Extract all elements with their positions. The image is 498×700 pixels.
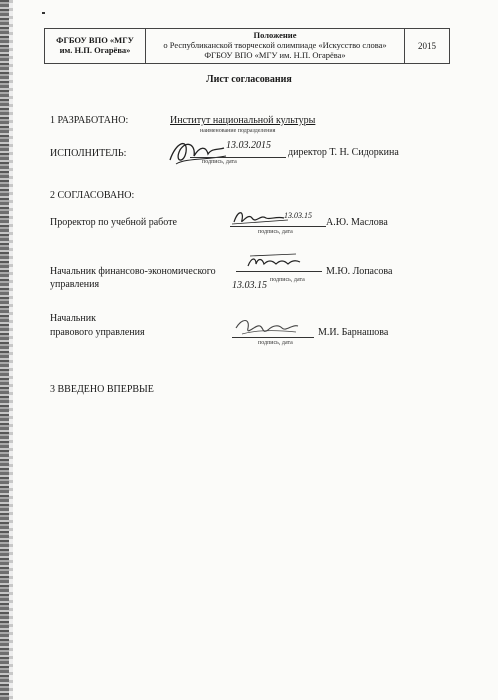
approver3-sign-line (232, 337, 314, 338)
page-title: Лист согласования (206, 74, 292, 85)
header-doc (146, 29, 405, 64)
header-doc-title-line2: ФГБОУ ВПО «МГУ им. Н.П. Огарёва» (204, 49, 346, 60)
approver1-name: А.Ю. Маслова (326, 217, 388, 228)
header-year: 2015 (405, 29, 450, 64)
header-org (45, 29, 146, 64)
scan-edge-shadow (9, 0, 13, 700)
approver2-name: М.Ю. Лопасова (326, 266, 393, 277)
header-org-line2: им. Н.П. Огарёва» (59, 45, 131, 55)
section1-unit-caption: наименование подразделения (200, 128, 276, 134)
scan-speck (42, 12, 45, 14)
header-table (44, 28, 450, 64)
executor-caption: подпись, дата (202, 159, 237, 165)
approver2-caption: подпись, дата (270, 277, 305, 283)
section1-unit: Институт национальной культуры (170, 115, 316, 126)
approver1-date: 13.03.15 (284, 211, 312, 220)
section1-label: 1 РАЗРАБОТАНО: (50, 115, 129, 126)
approver2-signature (244, 252, 304, 272)
approver2-sign-line (236, 271, 322, 272)
approver3-position-line2: правового управления (50, 327, 145, 338)
approver1-signature (230, 206, 290, 228)
approver1-sign-line (230, 226, 326, 227)
executor-date: 13.03.2015 (226, 140, 271, 151)
approver3-position: Начальник (50, 313, 96, 324)
approver2-date: 13.03.15 (232, 280, 267, 291)
approver3-name: М.И. Барнашова (318, 327, 389, 338)
header-doc-title-line1: о Республиканской творческой олимпиаде «Искусство слова» (163, 40, 387, 51)
approver2-position: Начальник финансово-экономического (50, 266, 216, 277)
approver1-caption: подпись, дата (258, 229, 293, 235)
executor-sign-line (190, 157, 286, 158)
approver3-signature (232, 316, 302, 338)
header-doc-type: Положение (253, 30, 297, 41)
approver3-caption: подпись, дата (258, 340, 293, 346)
header-org-line1: ФГБОУ ВПО «МГУ (56, 35, 134, 46)
executor-label: ИСПОЛНИТЕЛЬ: (50, 148, 127, 159)
executor-name: директор Т. Н. Сидоркина (288, 147, 399, 158)
section3-label: 3 ВВЕДЕНО ВПЕРВЫЕ (50, 384, 154, 395)
approver1-position: Проректор по учебной работе (50, 217, 177, 228)
approver2-position-line2: управления (50, 279, 100, 290)
scan-edge (0, 0, 9, 700)
section2-label: 2 СОГЛАСОВАНО: (50, 190, 135, 201)
